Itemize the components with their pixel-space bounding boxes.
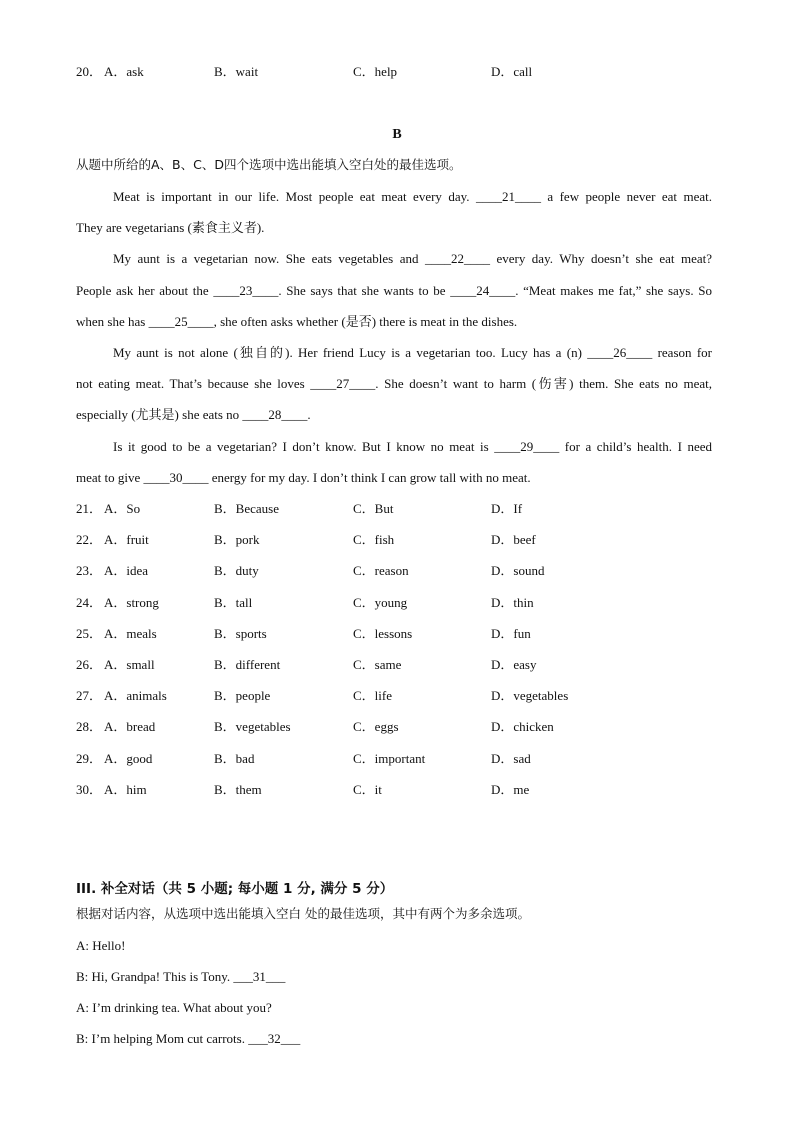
section-b-title: B [392, 127, 402, 142]
option-b: B．pork [214, 532, 260, 547]
question-number: 24． [76, 595, 103, 610]
option-c: C．it [353, 782, 382, 797]
option-c: C．life [353, 688, 392, 703]
option-a: A．him [104, 782, 147, 797]
option-d: D．sad [491, 751, 531, 766]
option-b: B．vegetables [214, 719, 291, 734]
option-d: D．call [491, 64, 533, 79]
option-b: B．different [214, 657, 281, 672]
question-number: 25． [76, 626, 103, 641]
question-number: 21． [76, 501, 103, 516]
passage-line: My aunt is not alone (独自的). Her friend Lucy is a vegetarian too. Lucy has a (n) ____26____ reason for [113, 345, 712, 360]
option-d: D．me [491, 782, 530, 797]
option-d: D．beef [491, 532, 536, 547]
option-a: A．strong [104, 595, 159, 610]
option-b: B．sports [214, 626, 267, 641]
dialogue-line: B: Hi, Grandpa! This is Tony. ___31___ [76, 969, 286, 984]
option-d: D．thin [491, 595, 534, 610]
question-number: 20． [76, 64, 103, 79]
option-d: D．vegetables [491, 688, 569, 703]
passage-line: Is it good to be a vegetarian? I don’t know. But I know no meat is ____29____ for a child’s health. I need [113, 439, 712, 454]
dialogue-line: A: Hello! [76, 938, 126, 953]
question-number: 29． [76, 751, 103, 766]
option-a: A．bread [104, 719, 156, 734]
option-a: A．meals [104, 626, 157, 641]
passage-line: meat to give ____30____ energy for my day. I don’t think I can grow tall with no meat. [76, 470, 531, 485]
option-d: D．If [491, 501, 523, 516]
option-b: B．people [214, 688, 271, 703]
option-d: D．chicken [491, 719, 554, 734]
option-c: C．But [353, 501, 394, 516]
option-a: A．good [104, 751, 153, 766]
passage-line: People ask her about the ____23____. She says that she wants to be ____24____. “Meat makes me fat,” she says. So [76, 283, 712, 298]
option-b: B．wait [214, 64, 259, 79]
option-a: A．small [104, 657, 155, 672]
passage-line: especially (尤其是) she eats no ____28____. [76, 407, 311, 422]
section-b-instruction: 从题中所给的A、B、C、D四个选项中选出能填入空白处的最佳选项。 [76, 157, 462, 172]
option-c: C．eggs [353, 719, 399, 734]
option-c: C．young [353, 595, 408, 610]
passage-line: Meat is important in our life. Most people eat meat every day. ____21____ a few people never eat meat. [113, 189, 712, 204]
option-b: B．them [214, 782, 262, 797]
option-d: D．easy [491, 657, 537, 672]
question-number: 26． [76, 657, 103, 672]
option-c: C．help [353, 64, 398, 79]
option-c: C．fish [353, 532, 395, 547]
option-a: A．So [104, 501, 141, 516]
question-number: 23． [76, 563, 103, 578]
option-c: C．same [353, 657, 402, 672]
option-b: B．tall [214, 595, 253, 610]
option-a: A．animals [104, 688, 167, 703]
option-d: D．fun [491, 626, 531, 641]
option-b: B．Because [214, 501, 279, 516]
question-number: 27． [76, 688, 103, 703]
section-iii-instruction: 根据对话内容，从选项中选出能填入空白 处的最佳选项，其中有两个为多余选项。 [76, 906, 530, 921]
option-a: A．ask [104, 64, 144, 79]
question-number: 30． [76, 782, 103, 797]
question-number: 22． [76, 532, 103, 547]
option-b: B．duty [214, 563, 259, 578]
passage-line: My aunt is a vegetarian now. She eats vegetables and ____22____ every day. Why doesn’t she eat meat? [113, 251, 712, 266]
option-c: C．lessons [353, 626, 413, 641]
option-a: A．fruit [104, 532, 149, 547]
passage-line: They are vegetarians (素食主义者). [76, 220, 265, 235]
option-c: C．important [353, 751, 426, 766]
option-b: B．bad [214, 751, 255, 766]
dialogue-line: B: I’m helping Mom cut carrots. ___32___ [76, 1031, 301, 1046]
section-iii-title: III. 补全对话（共 5 小题; 每小题 1 分, 满分 5 分） [76, 881, 394, 897]
option-c: C．reason [353, 563, 409, 578]
option-a: A．idea [104, 563, 149, 578]
dialogue-line: A: I’m drinking tea. What about you? [76, 1000, 272, 1015]
passage-line: not eating meat. That’s because she loves ____27____. She doesn’t want to harm (伤害) them. She eats no meat, [76, 376, 712, 391]
question-number: 28． [76, 719, 103, 734]
option-d: D．sound [491, 563, 545, 578]
passage-line: when she has ____25____, she often asks whether (是否) there is meat in the dishes. [76, 314, 518, 329]
